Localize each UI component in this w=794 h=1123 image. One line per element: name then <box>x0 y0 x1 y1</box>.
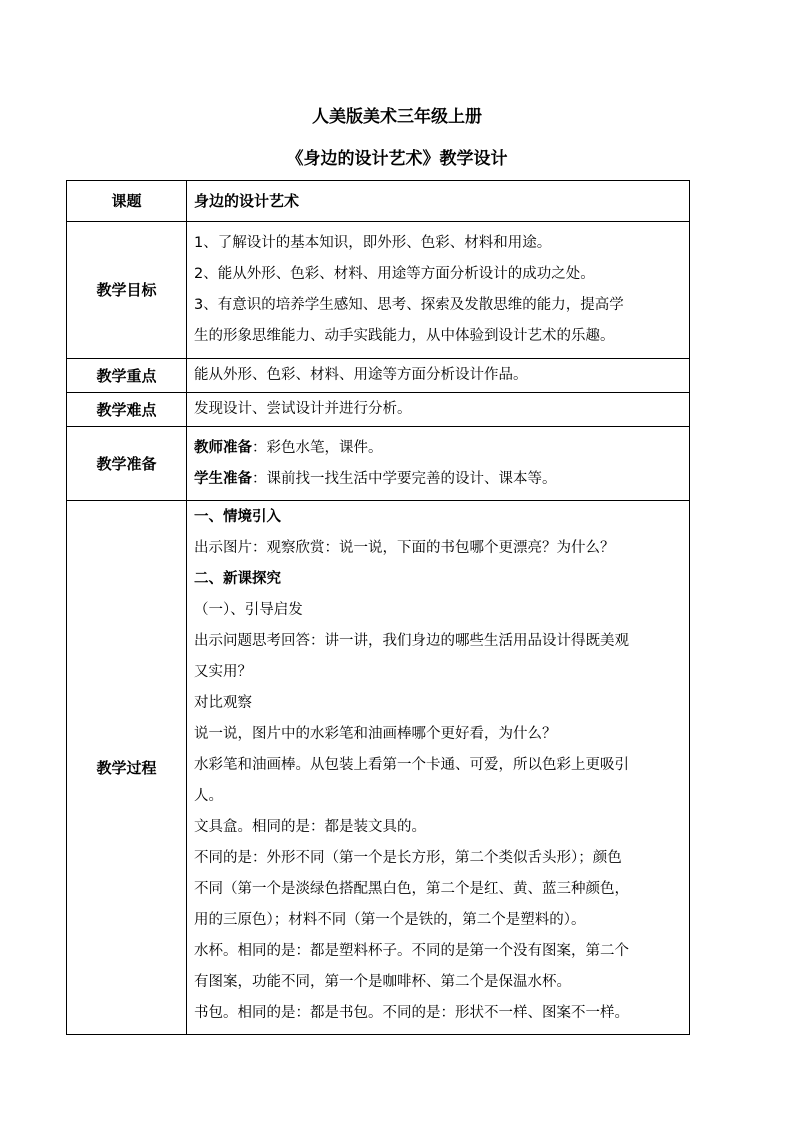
goal-line: 1、了解设计的基本知识，即外形、色彩、材料和用途。 <box>194 235 552 251</box>
goals-label: 教学目标 <box>67 222 187 359</box>
goal-line: 生的形象思维能力、动手实践能力，从中体验到设计艺术的乐趣。 <box>194 328 615 344</box>
process-content <box>187 501 690 1035</box>
process-line: 出示图片：观察欣赏：说一说，下面的书包哪个更漂亮？为什么？ <box>194 540 615 556</box>
difficulties-label: 教学难点 <box>67 393 187 427</box>
table-row-key-points <box>67 359 690 393</box>
lesson-plan-table <box>66 180 690 1035</box>
table-row-difficulties <box>67 393 690 427</box>
teacher-preparation <box>194 433 681 464</box>
document-title: 人美版美术三年级上册 <box>312 107 482 127</box>
table-row-preparation <box>67 427 690 501</box>
goals-content <box>187 222 690 359</box>
key-points-label: 教学重点 <box>67 359 187 393</box>
goal-line: 3、有意识的培养学生感知、思考、探索及发散思维的能力，提高学 <box>194 297 624 313</box>
process-line: 水杯。相同的是：都是塑料杯子。不同的是第一个没有图案，第二个 <box>194 943 629 959</box>
student-preparation-value: ：课前找一找生活中学要完善的设计、课本等。 <box>252 470 557 487</box>
process-line: 不同的是：外形不同（第一个是长方形，第二个类似舌头形）；颜色 <box>194 850 622 866</box>
student-preparation-label: 学生准备 <box>194 470 252 487</box>
document-subtitle: 《身边的设计艺术》教学设计 <box>286 149 508 169</box>
process-label: 教学过程 <box>67 501 187 1035</box>
table-row-process <box>67 501 690 1035</box>
teacher-preparation-label: 教师准备 <box>194 439 252 456</box>
process-line: 不同（第一个是淡绿色搭配黑白色，第二个是红、黄、蓝三种颜色， <box>194 881 629 897</box>
teacher-preparation-value: ：彩色水笔，课件。 <box>252 439 383 456</box>
table-row-topic <box>67 181 690 222</box>
section-heading: 一、情境引入 <box>194 509 281 525</box>
section-heading: 二、新课探究 <box>194 571 281 587</box>
student-preparation <box>194 464 681 495</box>
process-line: 人。 <box>194 788 223 804</box>
preparation-content <box>187 427 690 501</box>
difficulties-value: 发现设计、尝试设计并进行分析。 <box>187 393 690 427</box>
topic-label: 课题 <box>67 181 187 222</box>
process-line: 又实用？ <box>194 664 252 680</box>
process-line: 文具盒。相同的是：都是装文具的。 <box>194 819 426 835</box>
process-line: 用的三原色）；材料不同（第一个是铁的，第二个是塑料的）。 <box>194 912 586 928</box>
preparation-label: 教学准备 <box>67 427 187 501</box>
key-points-value: 能从外形、色彩、材料、用途等方面分析设计作品。 <box>187 359 690 393</box>
process-line: 水彩笔和油画棒。从包装上看第一个卡通、可爱，所以色彩上更吸引 <box>194 757 629 773</box>
topic-value: 身边的设计艺术 <box>187 181 690 222</box>
process-line: （一）、引导启发 <box>194 602 303 618</box>
goal-line: 2、能从外形、色彩、材料、用途等方面分析设计的成功之处。 <box>194 266 595 282</box>
process-line: 出示问题思考回答：讲一讲，我们身边的哪些生活用品设计得既美观 <box>194 633 629 649</box>
table-row-goals <box>67 222 690 359</box>
process-line: 书包。相同的是：都是书包。不同的是：形状不一样、图案不一样。 <box>194 1005 629 1021</box>
process-line: 说一说，图片中的水彩笔和油画棒哪个更好看，为什么？ <box>194 726 557 742</box>
process-line: 有图案，功能不同，第一个是咖啡杯、第二个是保温水杯。 <box>194 974 571 990</box>
process-line: 对比观察 <box>194 695 252 711</box>
